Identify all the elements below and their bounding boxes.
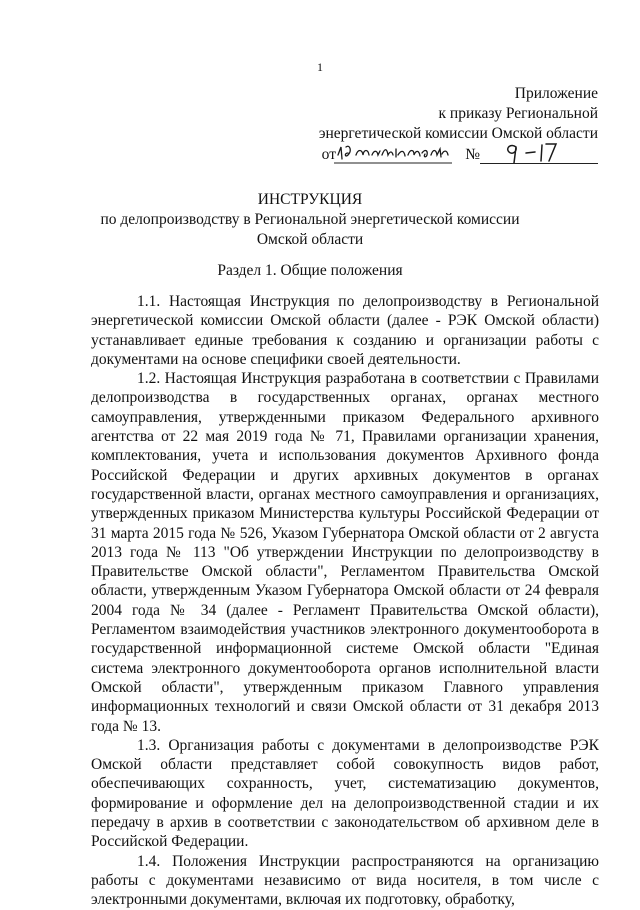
number-underline — [480, 163, 598, 164]
document-heading: ИНСТРУКЦИЯ — [257, 191, 363, 208]
document-title-block — [60, 190, 560, 250]
paragraph-1-2: 1.2. Настоящая Инструкция разработана в соответствии с Правилами делопроизводства в государственных органах, органах местного самоуправления, утвержденными приказом Федерального архивного агентства от 22 мая 2019 года № 71, Правилами организации хранения, комплектования, учета и использования документов Архивного фонда Российской Федерации и других архивных документов в органах государственной власти, органах местного самоуправления и организациях, утвержденных приказом Министерства культуры Российской Федерации от 31 марта 2015 года № 526, Указом Губернатора Омской области от 2 августа 2013 года № 113 "Об утверждении Инструкции по делопроизводству в Правительстве Омской области", Регламентом Правительства Омской области, утвержденным Указом Губернатора Омской области от 24 февраля 2004 года № 34 (далее - Регламент Правительства Омской области), Регламентом взаимодействия участников электронного документооборота в государственной информационной системе Омской области "Единая система электронного документооборота органов исполнительной власти Омской области", утвержденным приказом Главного управления информационных технологий и связи Омской области от 31 декабря 2013 года № 13. — [91, 370, 599, 735]
document-subtitle-line-2: Омской области — [256, 231, 364, 248]
appendix-line-2: к приказу Региональной — [438, 105, 598, 122]
paragraph-1-1: 1.1. Настоящая Инструкция по делопроизводству в Региональной энергетической комиссии Омской области (далее - РЭК Омской области) устанавливает единые требования к созданию и организации работы с документами на основе специфики своей деятельности. — [91, 293, 599, 368]
appendix-block — [298, 84, 598, 165]
paragraph-1-3: 1.3. Организация работы с документами в делопроизводстве РЭК Омской области представляет собой совокупность видов работ, обеспечивающих сохранность, учет, систематизацию документов, формирование и оформление дел на делопроизводственной стадии и их передачу в архив в соответствии с законодательством об архивном деле в Российской Федерации. — [91, 736, 599, 851]
document-body — [91, 292, 599, 910]
document-subtitle-line-1: по делопроизводству в Региональной энергетической комиссии — [100, 211, 520, 228]
page-number: 1 — [317, 60, 323, 74]
number-label: № — [465, 146, 480, 163]
handwritten-date — [334, 141, 452, 165]
appendix-line-3: энергетической комиссии Омской области — [318, 125, 598, 142]
section-title: Раздел 1. Общие положения — [217, 262, 403, 279]
appendix-line-1: Приложение — [514, 85, 598, 102]
appendix-date-line — [298, 145, 598, 165]
paragraph-1-4: 1.4. Положения Инструкции распространяются на организацию работы с документами независимо от вида носителя, в том числе с электронными документами, включая их подготовку, обработку, — [91, 852, 599, 909]
from-label: от — [321, 146, 336, 163]
